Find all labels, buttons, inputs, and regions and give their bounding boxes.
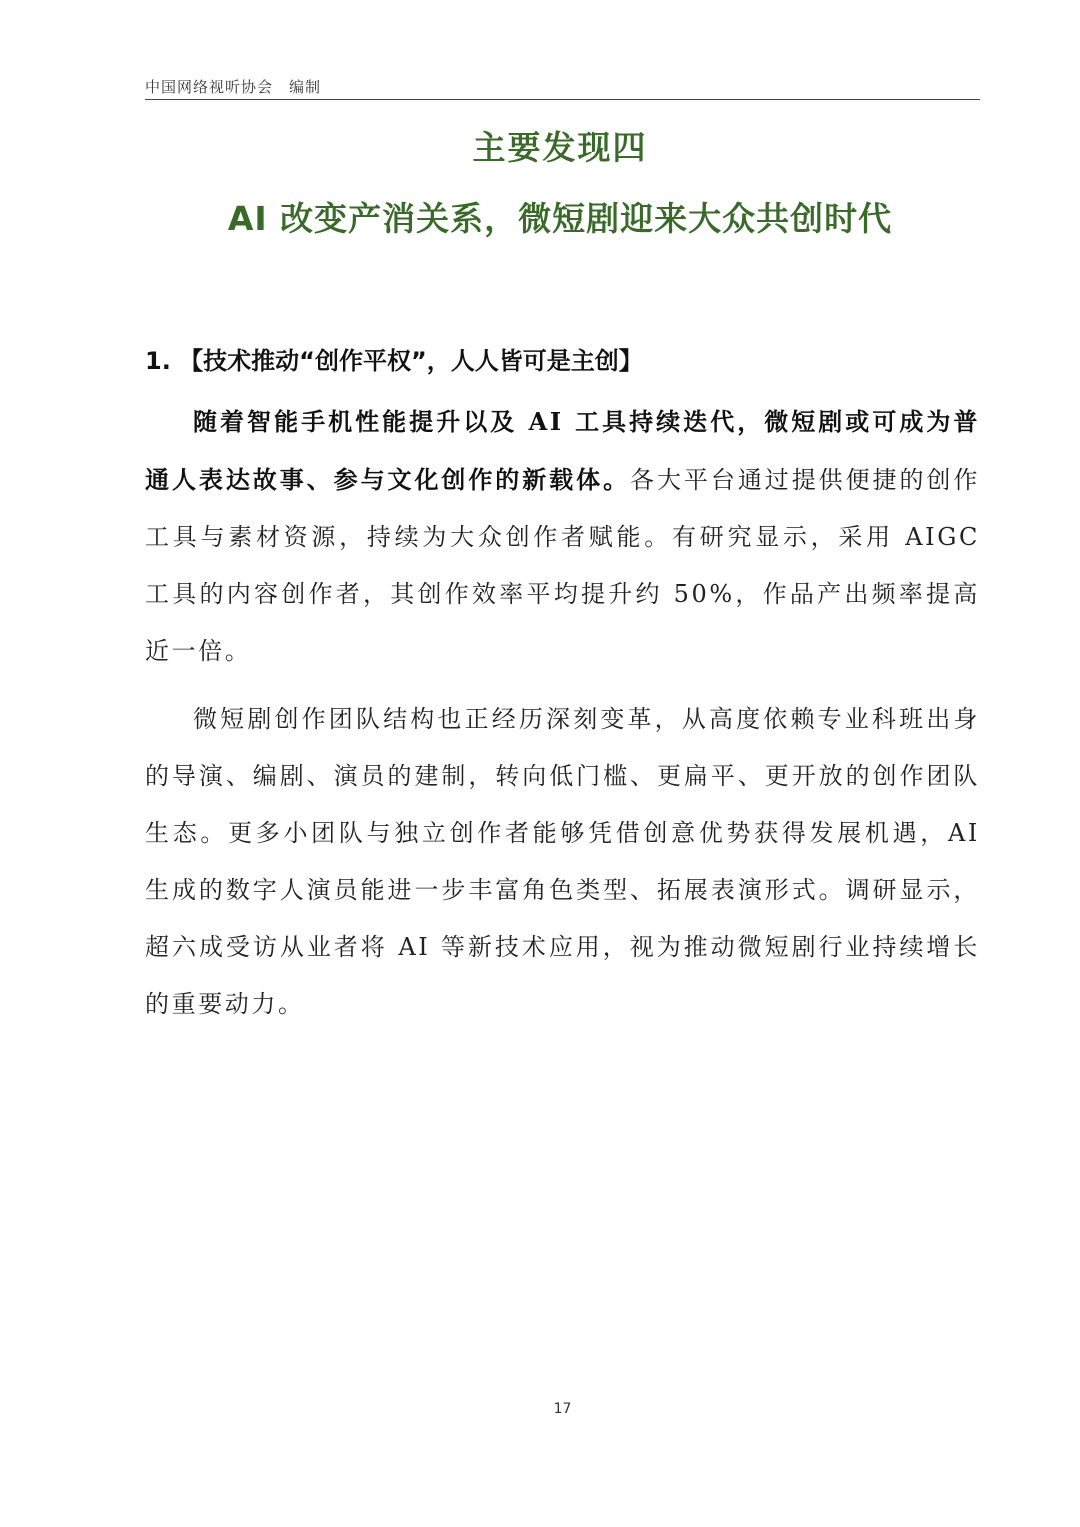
paragraph-1 — [145, 393, 980, 680]
paragraph-2: 微短剧创作团队结构也正经历深刻变革，从高度依赖专业科班出身的导演、编剧、演员的建制，转向低门槛、更扁平、更开放的创作团队生态。更多小团队与独立创作者能够凭借创意优势获得发展机遇，AI 生成的数字人演员能进一步丰富角色类型、拓展表演形式。调研显示，超六成受访从业者将 AI 等新技术应用，视为推动微短剧行业持续增长的重要动力。 — [145, 705, 980, 1018]
paragraph-1-body: 各大平台通过提供便捷的创作工具与素材资源，持续为大众创作者赋能。有研究显示，采用 AIGC 工具的内容创作者，其创作效率平均提升约 50%，作品产出频率提高近一倍。 — [145, 466, 980, 665]
page-number: 17 — [553, 1401, 572, 1417]
finding-subtitle: AI 改变产消关系，微短剧迎来大众共创时代 — [227, 199, 893, 238]
header-divider — [145, 99, 980, 100]
paragraph-1-bold-lead: 随着智能手机性能提升以及 AI 工具持续迭代，微短剧或可成为普通人表达故事、参与文化创作的新载体。 — [145, 407, 980, 494]
page-header: 中国网络视听协会 编制 — [145, 78, 322, 96]
finding-title: 主要发现四 — [472, 128, 648, 167]
section-heading: 1. 【技术推动“创作平权”，人人皆可是主创】 — [145, 347, 643, 375]
